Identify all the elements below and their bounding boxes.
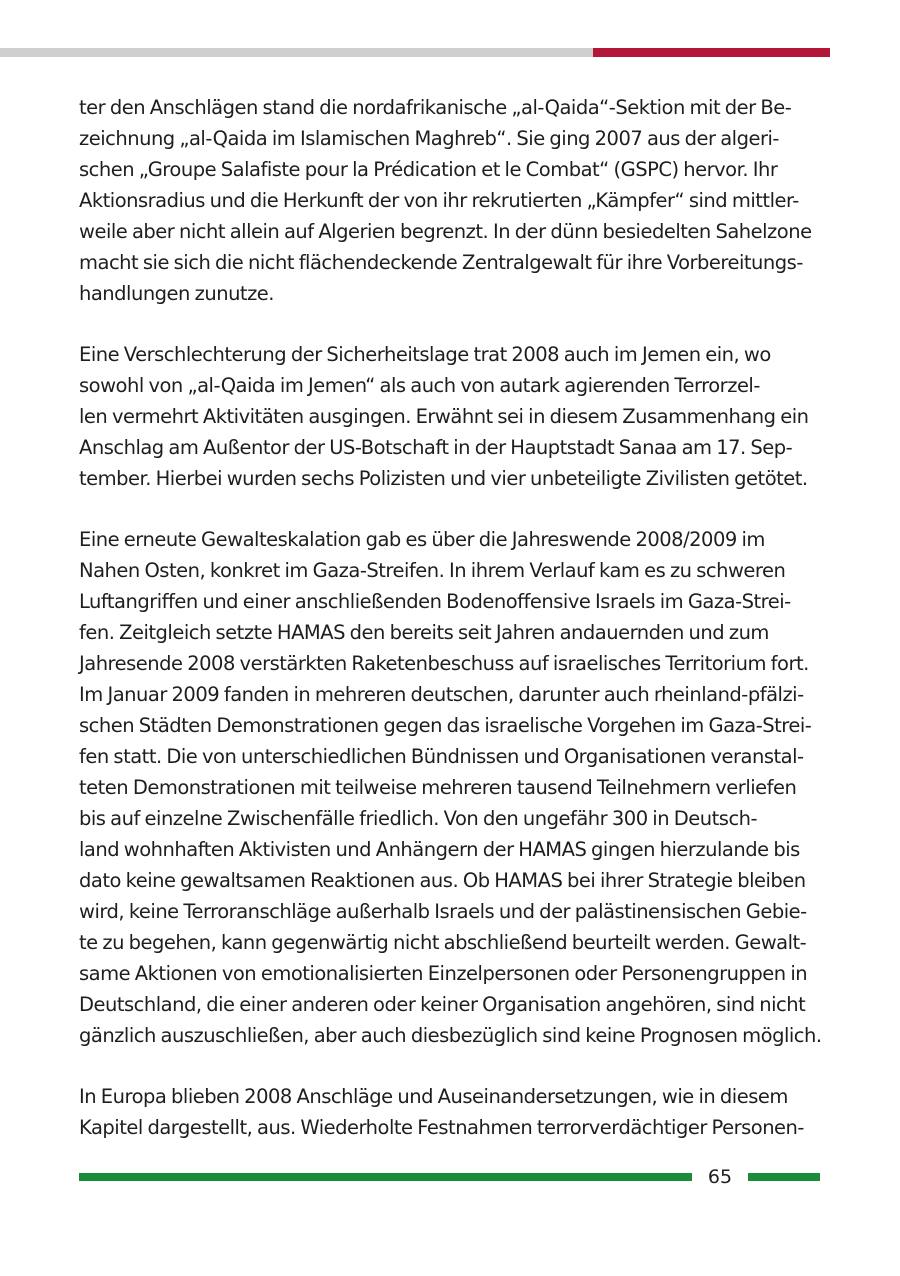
text-line: fen. Zeitgleich setzte HAMAS den bereits seit Jahren andauernden und zum	[79, 621, 769, 644]
text-line: In Europa blieben 2008 Anschläge und Auseinandersetzungen, wie in diesem	[79, 1085, 788, 1108]
text-line: schen Städten Demonstrationen gegen das israelische Vorgehen im Gaza-Strei-	[79, 714, 812, 737]
paragraph-1	[79, 92, 824, 309]
text-line: Deutschland, die einer anderen oder keiner Organisation angehören, sind nicht	[79, 993, 806, 1016]
text-line: Aktionsradius und die Herkunft der von ihr rekrutierten „Kämpfer“ sind mittler-	[79, 189, 799, 212]
text-line: wird, keine Terroranschläge außerhalb Israels und der palästinensischen Gebie-	[79, 900, 807, 923]
text-line: dato keine gewaltsamen Reaktionen aus. Ob HAMAS bei ihrer Strategie bleiben	[79, 869, 806, 892]
paragraph-2	[79, 339, 824, 494]
text-line: tember. Hierbei wurden sechs Polizisten und vier unbeteiligte Zivilisten getötet.	[79, 467, 808, 490]
text-line: teten Demonstrationen mit teilweise mehreren tausend Teilnehmern verliefen	[79, 776, 797, 799]
text-line: schen „Groupe Salafiste pour la Prédication et le Combat“ (GSPC) hervor. Ihr	[79, 158, 778, 181]
text-line: Anschlag am Außentor der US-Botschaft in der Hauptstadt Sanaa am 17. Sep-	[79, 436, 793, 459]
text-line: sowohl von „al-Qaida im Jemen“ als auch von autark agierenden Terrorzel-	[79, 374, 760, 397]
header-rule-gray	[0, 48, 593, 57]
text-line: Eine erneute Gewalteskalation gab es über die Jahreswende 2008/2009 im	[79, 528, 765, 551]
text-line: bis auf einzelne Zwischenfälle friedlich. Von den ungefähr 300 in Deutsch-	[79, 807, 758, 830]
text-line: fen statt. Die von unterschiedlichen Bündnissen und Organisationen veranstal-	[79, 745, 804, 768]
text-line: gänzlich auszuschließen, aber auch diesbezüglich sind keine Prognosen möglich.	[79, 1024, 822, 1047]
text-line: Eine Verschlechterung der Sicherheitslage trat 2008 auch im Jemen ein, wo	[79, 343, 771, 366]
text-line: zeichnung „al-Qaida im Islamischen Maghreb“. Sie ging 2007 aus der algeri-	[79, 127, 779, 150]
text-line: te zu begehen, kann gegenwärtig nicht abschließend beurteilt werden. Gewalt-	[79, 931, 807, 954]
footer-rule-right	[748, 1173, 820, 1181]
body-text	[79, 92, 824, 1173]
text-line: len vermehrt Aktivitäten ausgingen. Erwähnt sei in diesem Zusammenhang ein	[79, 405, 809, 428]
header-rule-red	[593, 48, 830, 57]
text-line: macht sie sich die nicht flächendeckende Zentralgewalt für ihre Vorbereitungs-	[79, 251, 803, 274]
text-line: same Aktionen von emotionalisierten Einzelpersonen oder Personengruppen in	[79, 962, 808, 985]
paragraph-3	[79, 524, 824, 1051]
text-line: ter den Anschlägen stand die nordafrikanische „al-Qaida“-Sektion mit der Be-	[79, 96, 792, 119]
text-line: land wohnhaften Aktivisten und Anhängern der HAMAS gingen hierzulande bis	[79, 838, 800, 861]
page-number: 65	[707, 1166, 733, 1188]
text-line: handlungen zunutze.	[79, 282, 275, 305]
footer-rule-left	[79, 1173, 692, 1181]
text-line: Im Januar 2009 fanden in mehreren deutschen, darunter auch rheinland-pfälzi-	[79, 683, 804, 706]
text-line: Luftangriffen und einer anschließenden Bodenoffensive Israels im Gaza-Strei-	[79, 590, 791, 613]
paragraph-4	[79, 1081, 824, 1143]
text-line: Jahresende 2008 verstärkten Raketenbeschuss auf israelisches Territorium fort.	[79, 652, 809, 675]
text-line: Kapitel dargestellt, aus. Wiederholte Festnahmen terrorverdächtiger Personen-	[79, 1116, 804, 1139]
text-line: Nahen Osten, konkret im Gaza-Streifen. In ihrem Verlauf kam es zu schweren	[79, 559, 786, 582]
text-line: weile aber nicht allein auf Algerien begrenzt. In der dünn besiedelten Sahelzone	[79, 220, 812, 243]
